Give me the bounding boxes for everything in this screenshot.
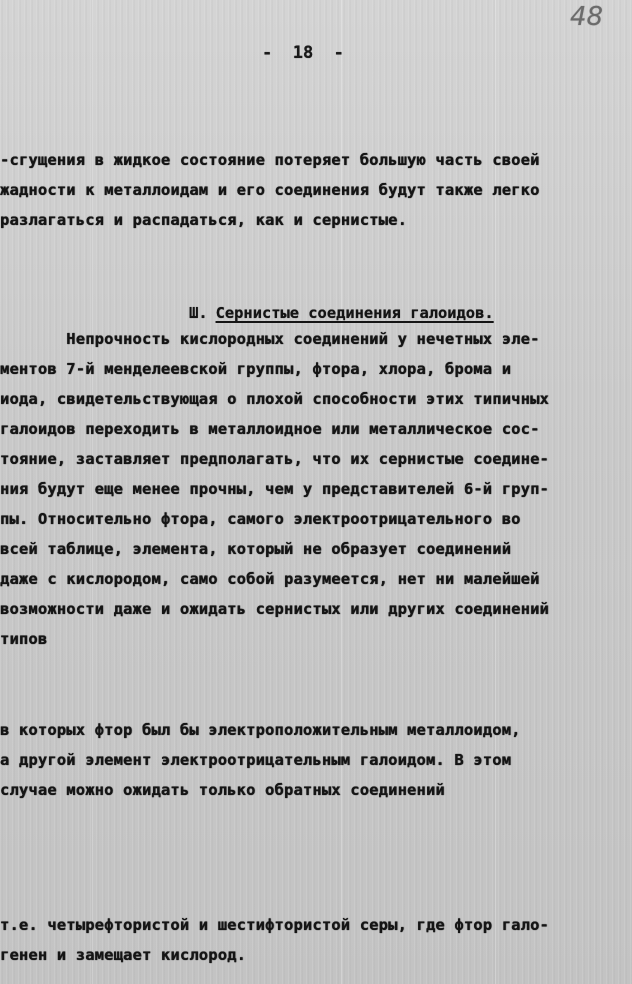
section-number: Ш. xyxy=(189,304,208,322)
archive-page-number: 48 xyxy=(570,2,604,32)
text-line: ния будут еще менее прочны, чем у представителей 6-й груп- xyxy=(0,480,550,498)
text-line: тояние, заставляет предполагать, что их сернистые соедине- xyxy=(0,450,550,468)
text-line: пы. Относительно фтора, самого электроотрицательного во xyxy=(0,510,521,528)
text-line: возможности даже и ожидать сернистых или других соединений xyxy=(0,600,550,618)
page-number: - 18 - xyxy=(262,43,344,63)
text-line: всей таблице, элемента, который не образует соединений xyxy=(0,540,512,558)
text-line: галоидов переходить в металлоидное или металлическое сос- xyxy=(0,420,540,438)
text-line: а другой элемент электроотрицательным галоидом. В этом xyxy=(0,751,512,769)
text-line: иода, свидетельствующая о плохой способности этих типичных xyxy=(0,390,550,408)
text-line: -сгущения в жидкое состояние потеряет большую часть своей xyxy=(0,151,540,169)
section-title: Сернистые соединения галоидов. xyxy=(215,304,494,322)
text-line: жадности к металлоидам и его соединения будут также легко xyxy=(0,181,540,199)
text-line: типов xyxy=(0,630,48,648)
text-line: даже с кислородом, само собой разумеется, нет ни малейшей xyxy=(0,570,540,588)
text-line: в которых фтор был бы электроположительным металлоидом, xyxy=(0,721,521,739)
text-line: Непрочность кислородных соединений у нечетных эле- xyxy=(0,330,540,348)
text-line: т.е. четырефтористой и шестифтористой серы, где фтор гало- xyxy=(0,916,550,934)
text-line: ментов 7-й менделеевской группы, фтора, хлора, брома и xyxy=(0,360,512,378)
text-line: генен и замещает кислород. xyxy=(0,946,247,964)
text-line: разлагаться и распадаться, как и сернистые. xyxy=(0,211,408,229)
text-line: случае можно ожидать только обратных соединений xyxy=(0,781,445,799)
